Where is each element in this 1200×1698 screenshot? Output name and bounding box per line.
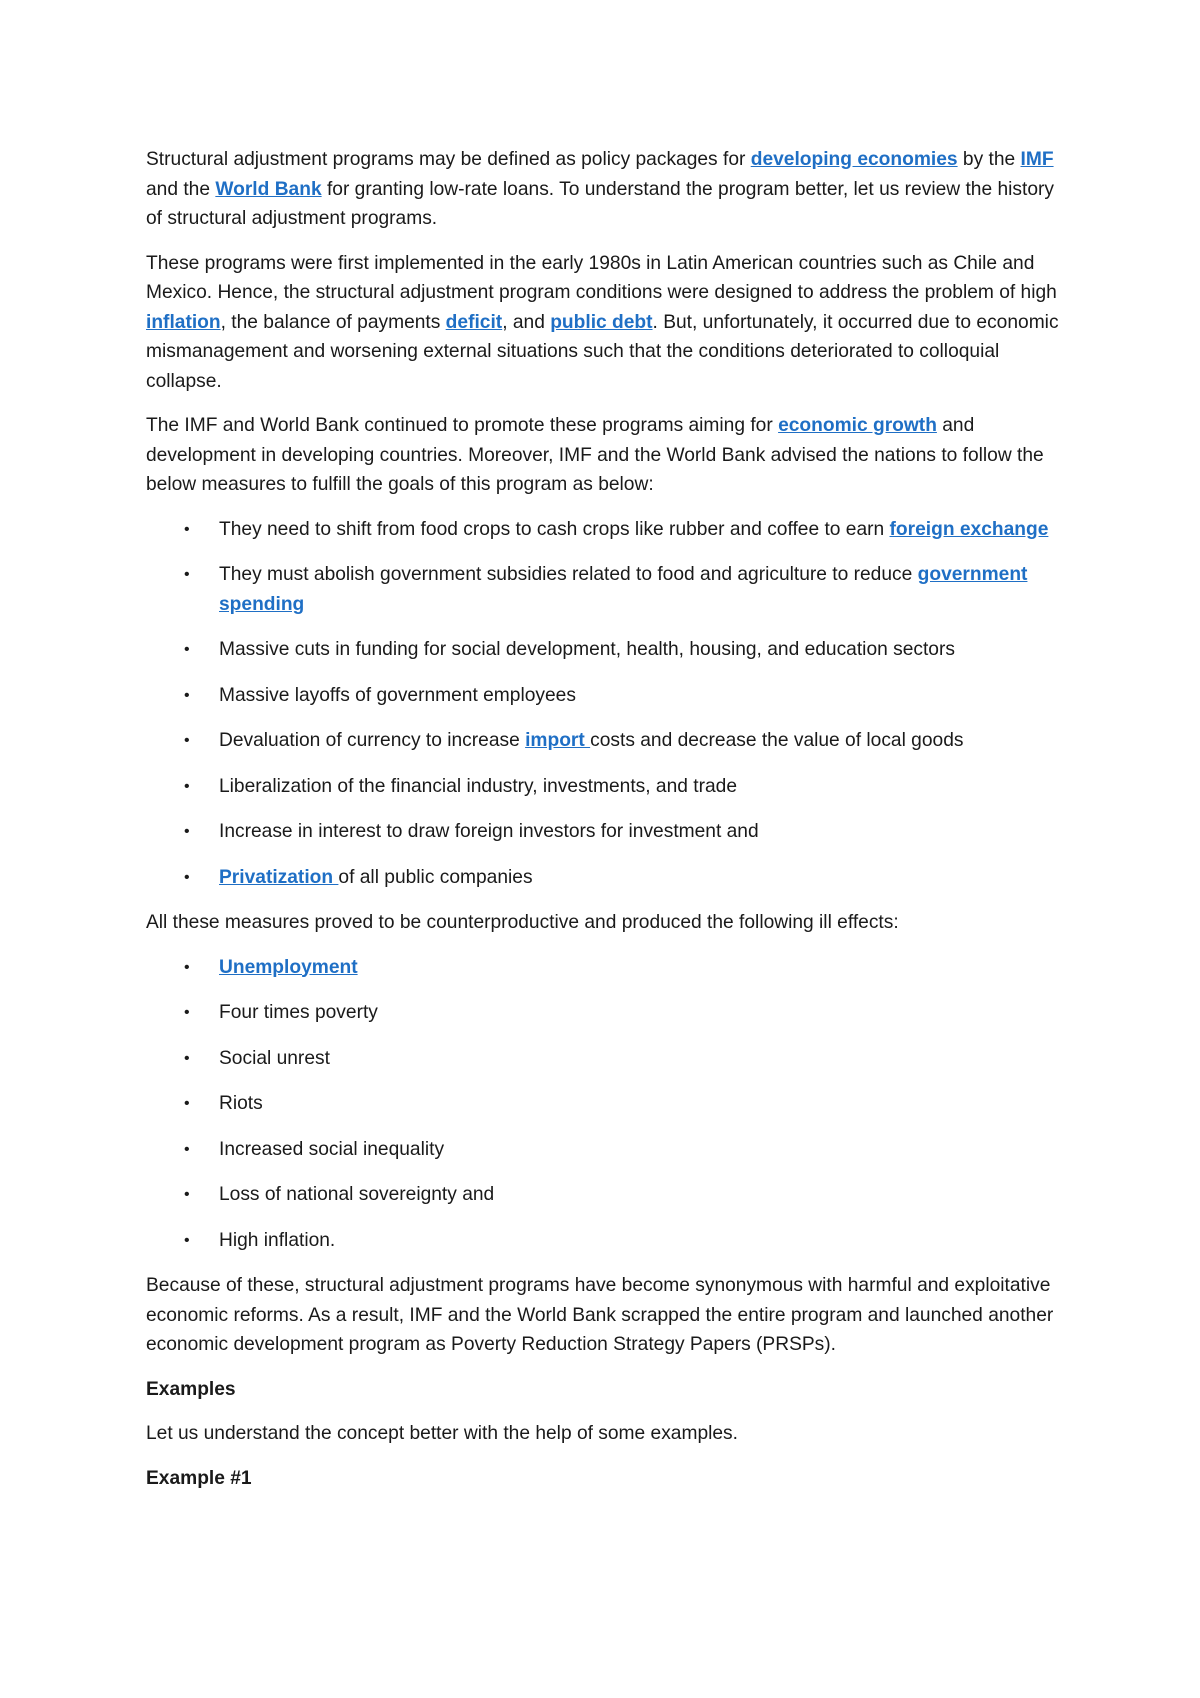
link-deficit[interactable]: deficit: [445, 311, 503, 333]
list-item: • Privatization of all public companies: [146, 863, 1066, 893]
link-foreign-exchange[interactable]: foreign exchange: [889, 518, 1049, 540]
paragraph-ill-effects: All these measures proved to be counterproductive and produced the following ill effects:: [146, 912, 899, 933]
paragraph-history: These programs were first implemented in the early 1980s in Latin American countries such as Chile and Mexico. Hence, the structural adjustment program conditions were designed to address the problem of high inflation, the balance of payments deficit, and public debt. But, unfortunately, it occurred due to economic mismanagement and worsening external situations such that the conditions deteriorated to colloquial collapse.: [146, 252, 1059, 392]
link-public-debt[interactable]: public debt: [550, 311, 653, 333]
document-body: [146, 145, 1066, 1508]
list-item: • Increase in interest to draw foreign investors for investment and: [146, 817, 1066, 847]
bullet-icon: •: [184, 777, 190, 795]
bullet-icon: •: [184, 520, 190, 538]
link-privatization[interactable]: Privatization: [219, 866, 339, 888]
link-world-bank[interactable]: World Bank: [215, 178, 322, 200]
list-item: [146, 953, 1066, 983]
effects-list: [146, 953, 1066, 1256]
bullet-icon: •: [184, 566, 190, 583]
link-unemployment[interactable]: Unemployment: [219, 956, 358, 978]
list-item: • Social unrest: [146, 1044, 1066, 1074]
list-item: • Liberalization of the financial industry, investments, and trade: [146, 772, 1066, 802]
list-item: • They need to shift from food crops to cash crops like rubber and coffee to earn foreign exchange: [146, 515, 1066, 545]
heading-example-1: Example #1: [146, 1467, 252, 1489]
link-economic-growth[interactable]: economic growth: [778, 415, 937, 436]
list-item: • High inflation.: [146, 1226, 1066, 1256]
bullet-icon: •: [184, 686, 190, 704]
bullet-icon: •: [184, 1140, 190, 1158]
link-government-spending[interactable]: government spending: [219, 564, 1028, 615]
list-item: • Massive layoffs of government employees: [146, 681, 1066, 711]
bullet-icon: •: [184, 823, 190, 840]
paragraph-examples-intro: Let us understand the concept better with the help of some examples.: [146, 1423, 738, 1444]
link-import[interactable]: import: [525, 730, 591, 751]
heading-examples: Examples: [146, 1378, 236, 1400]
paragraph-conclusion: Because of these, structural adjustment programs have become synonymous with harmful and exploitative economic reforms. As a result, IMF and the World Bank scrapped the entire program and launched another economic development program as Poverty Reduction Strategy Papers (PRSPs).: [146, 1275, 1054, 1355]
link-imf[interactable]: IMF: [1020, 149, 1054, 170]
measures-list: [146, 515, 1066, 893]
bullet-icon: •: [184, 1049, 190, 1067]
bullet-icon: •: [184, 958, 190, 976]
paragraph-promotion: The IMF and World Bank continued to promote these programs aiming for economic growth and development in developing countries. Moreover, IMF and the World Bank advised the nations to follow the below measures to fulfill the goals of this program as below:: [146, 415, 1044, 495]
bullet-icon: •: [184, 1186, 190, 1203]
bullet-icon: •: [184, 732, 190, 749]
link-inflation[interactable]: inflation: [146, 311, 221, 333]
bullet-icon: •: [184, 868, 190, 886]
list-item: • Four times poverty: [146, 998, 1066, 1028]
list-item: • They must abolish government subsidies related to food and agriculture to reduce government spending: [146, 560, 1066, 619]
bullet-icon: •: [184, 641, 190, 658]
list-item: • Loss of national sovereignty and: [146, 1180, 1066, 1210]
list-item: • Massive cuts in funding for social development, health, housing, and education sectors: [146, 635, 1066, 665]
bullet-icon: •: [184, 1095, 190, 1112]
bullet-icon: •: [184, 1004, 190, 1021]
paragraph-intro: Structural adjustment programs may be defined as policy packages for developing economies by the IMF and the World Bank for granting low-rate loans. To understand the program better, let us review the history of structural adjustment programs.: [146, 149, 1054, 229]
list-item: • Riots: [146, 1089, 1066, 1119]
bullet-icon: •: [184, 1231, 190, 1249]
list-item: • Devaluation of currency to increase import costs and decrease the value of local goods: [146, 726, 1066, 756]
list-item: • Increased social inequality: [146, 1135, 1066, 1165]
link-developing-economies[interactable]: developing economies: [750, 149, 958, 170]
